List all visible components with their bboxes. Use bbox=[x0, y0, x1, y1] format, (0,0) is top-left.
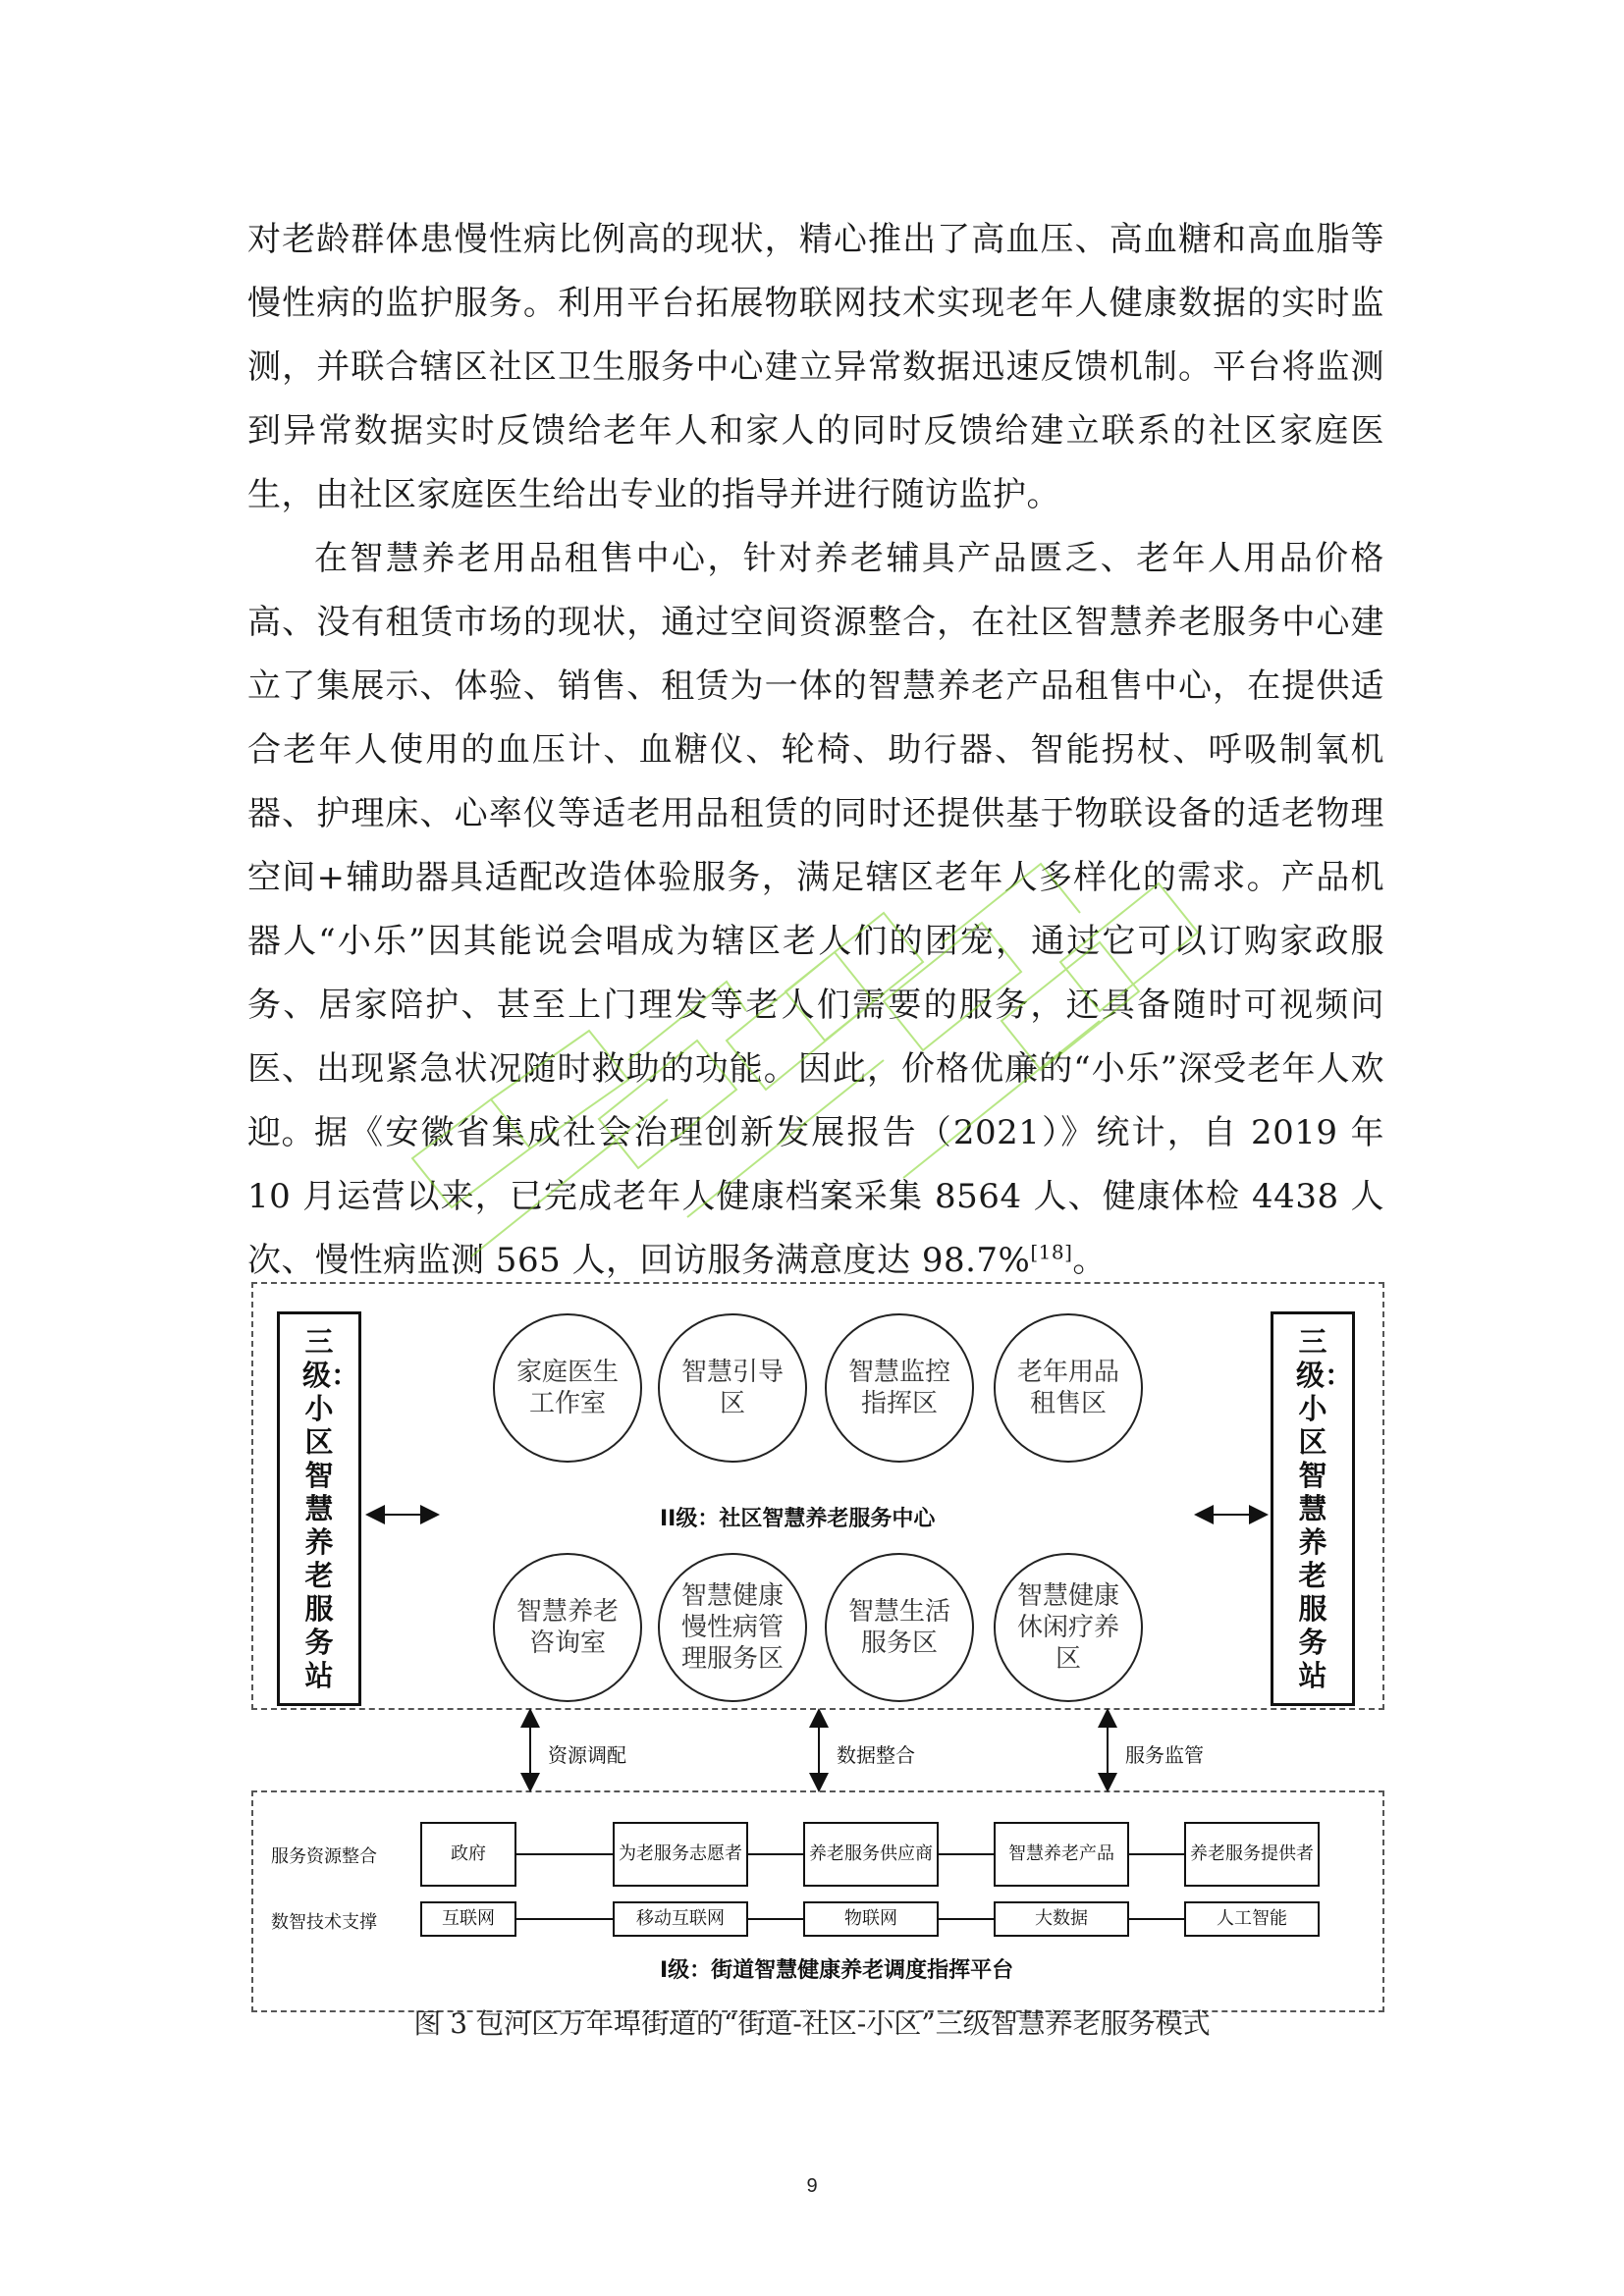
row-label-resources: 服务资源整合 bbox=[271, 1846, 377, 1867]
label-service-supervision: 服务监管 bbox=[1125, 1743, 1204, 1767]
reference-marker: [18] bbox=[1030, 1240, 1073, 1264]
label-data-integration: 数据整合 bbox=[837, 1743, 915, 1767]
label-resource-allocation: 资源调配 bbox=[548, 1743, 626, 1767]
circle-chronic-care: 智慧健康慢性病管理服务区 bbox=[658, 1553, 807, 1702]
circle-leisure-recovery: 智慧健康休闲疗养区 bbox=[994, 1553, 1143, 1702]
box-suppliers: 养老服务供应商 bbox=[803, 1822, 939, 1887]
community-center-title: II级：社区智慧养老服务中心 bbox=[660, 1507, 936, 1531]
right-station-label: 三级：小区智慧养老服务站 bbox=[1296, 1325, 1354, 1692]
circle-smart-guide: 智慧引导区 bbox=[658, 1313, 807, 1463]
circle-family-doctor: 家庭医生工作室 bbox=[493, 1313, 642, 1463]
row-label-technology: 数智技术支撑 bbox=[271, 1912, 377, 1933]
circle-life-service: 智慧生活服务区 bbox=[825, 1553, 974, 1702]
left-station-label: 三级：小区智慧养老服务站 bbox=[302, 1325, 360, 1692]
page-number: 9 bbox=[806, 2175, 818, 2197]
service-model-figure bbox=[247, 1276, 1384, 2032]
box-big-data: 大数据 bbox=[994, 1901, 1129, 1937]
box-internet: 互联网 bbox=[420, 1901, 516, 1937]
box-mobile-internet: 移动互联网 bbox=[613, 1901, 748, 1937]
watermark-graphic bbox=[373, 746, 1257, 1374]
circle-monitoring: 智慧监控指挥区 bbox=[825, 1313, 974, 1463]
paragraph-3-text: 据《安徽省集成社会治理创新发展报告（2021）》统计，自 2019 年 10 月运营以来，已完成老年人健康档案采集 8564 人、健康体检 4438 人次、慢性病监测 565 人，回访服务满意度达 98.7% bbox=[247, 1113, 1384, 1280]
paragraph-3-end: 。 bbox=[1072, 1241, 1107, 1280]
circle-elderly-goods: 老年用品租售区 bbox=[994, 1313, 1143, 1463]
box-smart-products: 智慧养老产品 bbox=[994, 1822, 1129, 1887]
left-station-box bbox=[277, 1311, 361, 1706]
street-platform-title: I级：街道智慧健康养老调度指挥平台 bbox=[660, 1958, 1014, 1983]
paragraph-2: 在智慧养老用品租售中心，针对养老辅具产品匮乏、老年人用品价格高、没有租赁市场的现状，通过空间资源整合，在社区智慧养老服务中心建立了集展示、体验、销售、租赁为一体的智慧养老产品租售中心，在提供适合老年人使用的血压计、血糖仪、轮椅、助行器、智能拐杖、呼吸制氧机器、护理床、心率仪等适老用品租赁的同时还提供基于物联设备的适老物理空间+辅助器具适配改造体验服务，满足辖区老年人多样化的需求。产品机器人“小乐”因其能说会唱成为辖区老人们的团宠，通过它可以订购家政服务、居家陪护、甚至上门理发等老人们需要的服务，还具备随时可视频问医、出现紧急状况随时救助的功能。因此，价格优廉的“小乐”深受老年人欢迎。 bbox=[247, 539, 1384, 1152]
circle-consult-room: 智慧养老咨询室 bbox=[493, 1553, 642, 1702]
figure-caption: 图 3 包河区万年埠街道的“街道-社区-小区”三级智慧养老服务模式 bbox=[413, 2007, 1211, 2040]
box-ai: 人工智能 bbox=[1184, 1901, 1320, 1937]
box-government: 政府 bbox=[420, 1822, 516, 1887]
paragraph-1: 对老龄群体患慢性病比例高的现状，精心推出了高血压、高血糖和高血脂等慢性病的监护服务。利用平台拓展物联网技术实现老年人健康数据的实时监测，并联合辖区社区卫生服务中心建立异常数据迅速反馈机制。平台将监测到异常数据实时反馈给老年人和家人的同时反馈给建立联系的社区家庭医生，由社区家庭医生给出专业的指导并进行随访监护。 bbox=[247, 220, 1384, 514]
box-iot: 物联网 bbox=[803, 1901, 939, 1937]
box-service-providers: 养老服务提供者 bbox=[1184, 1822, 1320, 1887]
box-volunteers: 为老服务志愿者 bbox=[613, 1822, 748, 1887]
right-station-box bbox=[1271, 1311, 1355, 1706]
